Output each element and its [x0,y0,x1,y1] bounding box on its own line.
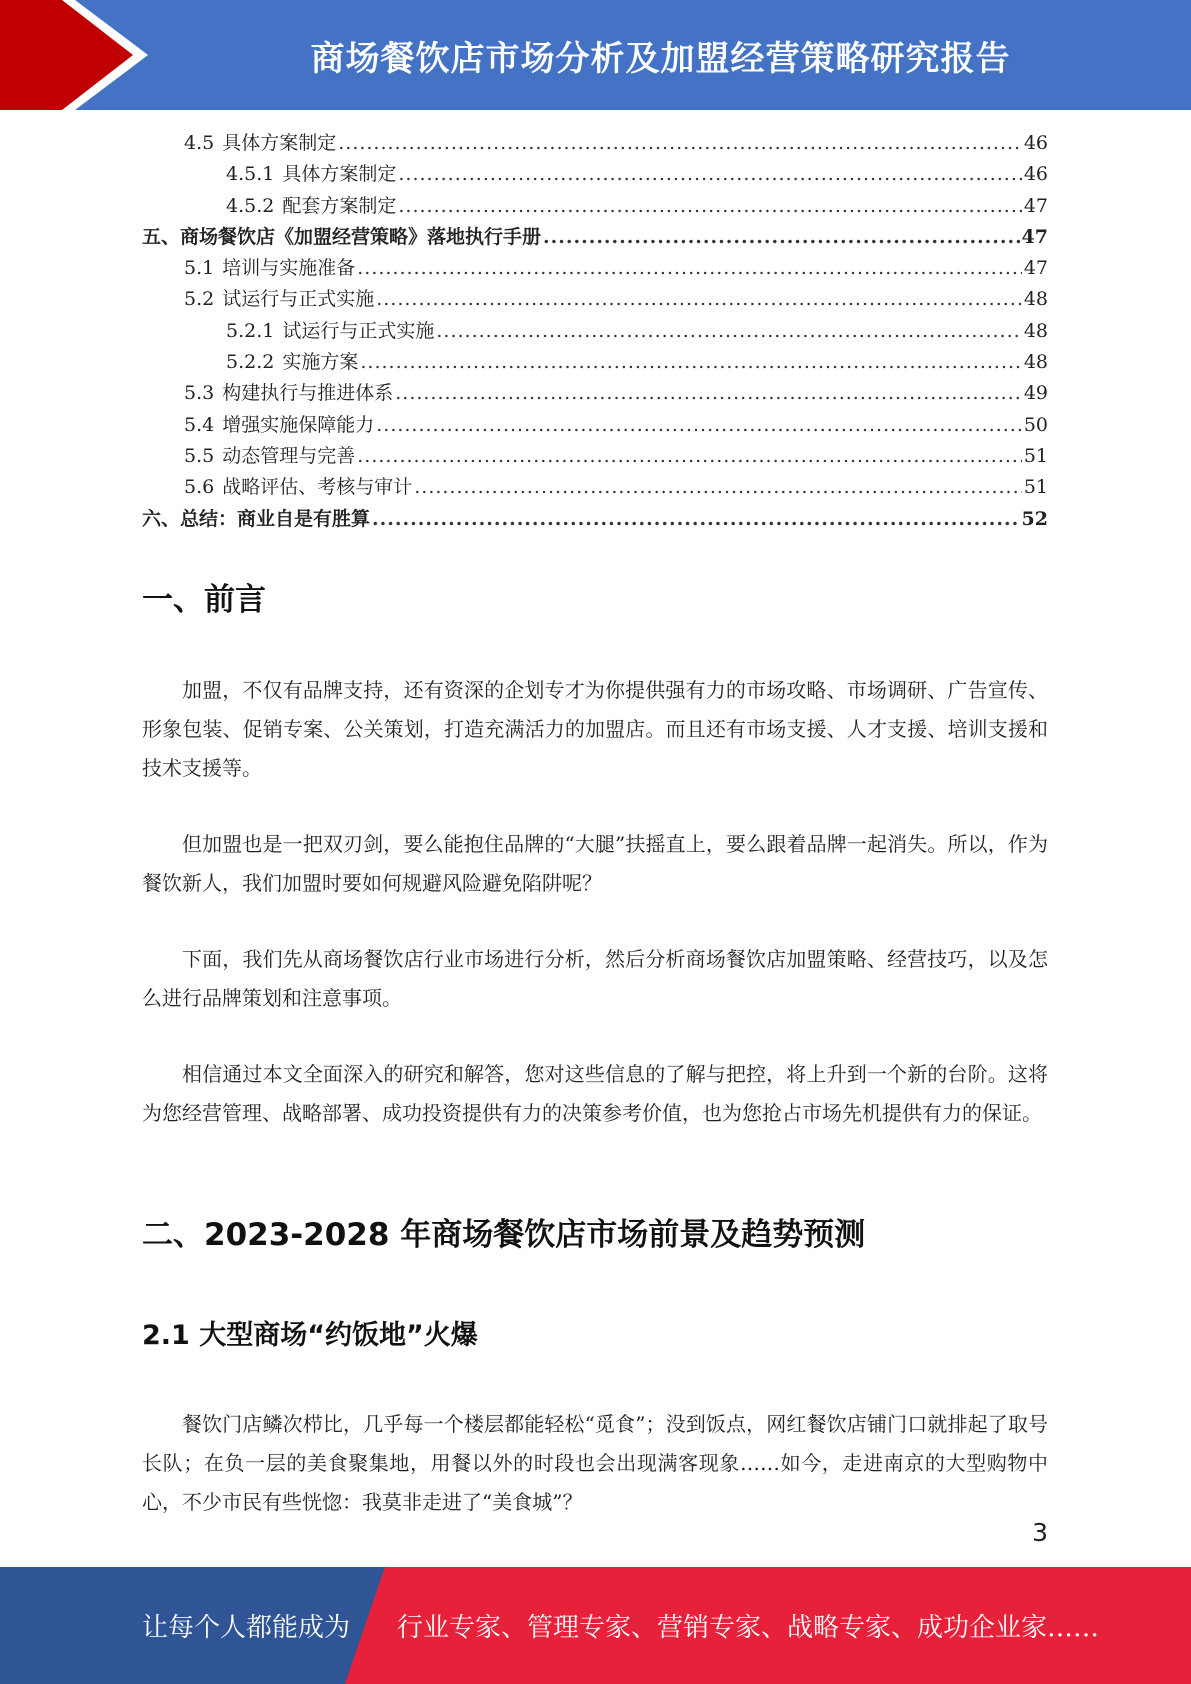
toc-entry-title: 构建执行与推进体系 [222,382,394,405]
toc-entry-title: 具体方案制定 [282,163,397,186]
toc-entry-number: 5.6 [184,476,215,499]
toc-entry[interactable] [142,128,1048,159]
toc-entry[interactable] [142,284,1048,315]
toc-entry-page: 49 [1023,382,1048,405]
toc-entry[interactable] [142,159,1048,190]
toc-entry[interactable] [142,316,1048,347]
toc-entry-number: 5.2 [184,288,215,311]
section-heading-forecast: 二、2023-2028 年商场餐饮店市场前景及趋势预测 [142,1217,866,1253]
toc-entry-page: 46 [1023,163,1048,186]
paragraph: 但加盟也是一把双刃剑，要么能抱住品牌的“大腿”扶摇直上，要么跟着品牌一起消失。所以，作为餐饮新人，我们加盟时要如何规避风险避免陷阱呢？ [142,832,1048,895]
toc-entry[interactable] [142,191,1048,222]
toc-entry-number: 5.4 [184,413,215,436]
toc-entry-title: 具体方案制定 [222,132,337,154]
toc-entry-title: 试运行与正式实施 [282,319,435,342]
toc-entry-page: 51 [1023,444,1048,467]
toc-entry[interactable] [142,410,1048,441]
toc-entry-page: 48 [1023,288,1048,311]
toc-entry[interactable] [142,441,1048,472]
report-title: 商场餐饮店市场分析及加盟经营策略研究报告 [310,38,1011,79]
toc-entry-title: 配套方案制定 [282,194,397,217]
toc-entry-title: 五、商场餐饮店《加盟经营策略》落地执行手册 [142,225,542,248]
toc-entry-title: 实施方案 [282,351,359,374]
toc-dot-leader [395,378,1022,409]
page-header [0,0,1191,110]
toc-entry-page: 46 [1023,132,1048,154]
page-footer [0,1567,1191,1684]
toc-entry-title: 战略评估、考核与审计 [222,476,413,499]
toc-dot-leader [360,347,1021,378]
toc-entry[interactable] [142,378,1048,409]
toc-entry-number: 4.5 [184,132,215,154]
toc-entry-title: 动态管理与完善 [222,444,356,467]
table-of-contents [142,128,1048,535]
toc-dot-leader [376,410,1022,441]
toc-dot-leader [357,253,1022,284]
toc-entry-number: 5.5 [184,444,215,467]
page-number: 3 [1032,1518,1048,1547]
paragraph: 下面，我们先从商场餐饮店行业市场进行分析，然后分析商场餐饮店加盟策略、经营技巧，以及怎么进行品牌策划和注意事项。 [142,947,1048,1010]
toc-entry-page: 52 [1021,507,1048,530]
toc-entry[interactable] [142,472,1048,503]
toc-dot-leader [376,284,1022,315]
toc-dot-leader [436,316,1021,347]
toc-dot-leader [338,128,1022,159]
toc-entry-number: 5.1 [184,257,215,280]
toc-dot-leader [414,472,1022,503]
toc-entry-title: 增强实施保障能力 [222,413,375,436]
toc-entry-number: 4.5.1 [226,163,275,186]
section-heading-preface: 一、前言 [142,582,266,618]
toc-entry-number: 5.2.2 [226,351,275,374]
footer-slogan-left: 让每个人都能成为 [142,1613,351,1643]
paragraph: 加盟，不仅有品牌支持，还有资深的企划专才为你提供强有力的市场攻略、市场调研、广告宣传、形象包装、促销专案、公关策划，打造充满活力的加盟店。而且还有市场支援、人才支援、培训支援和技术支援等。 [142,678,1048,780]
toc-entry-page: 47 [1021,225,1048,248]
toc-entry-title: 试运行与正式实施 [222,288,375,311]
toc-entry-number: 5.2.1 [226,319,275,342]
toc-entry-page: 51 [1023,476,1048,499]
toc-dot-leader [398,159,1021,190]
toc-entry-page: 50 [1023,413,1048,436]
toc-entry-title: 培训与实施准备 [222,257,356,280]
toc-entry[interactable] [142,347,1048,378]
toc-entry-title: 六、总结：商业自是有胜算 [142,507,371,530]
toc-entry-page: 48 [1023,351,1048,374]
toc-entry-page: 47 [1023,194,1048,217]
toc-entry-page: 48 [1023,319,1048,342]
toc-entry-page: 47 [1023,257,1048,280]
toc-entry-number: 4.5.2 [226,194,275,217]
toc-entry[interactable] [142,253,1048,284]
subsection-heading: 2.1 大型商场“约饭地”火爆 [142,1320,478,1351]
toc-dot-leader [543,222,1020,253]
paragraph: 餐饮门店鳞次栉比，几乎每一个楼层都能轻松“觅食”；没到饭点，网红餐饮店铺门口就排起了取号长队；在负一层的美食聚集地，用餐以外的时段也会出现满客现象……如今，走进南京的大型购物中心，不少市民有些恍惚：我莫非走进了“美食城”？ [142,1412,1048,1514]
toc-entry-number: 5.3 [184,382,215,405]
toc-dot-leader [398,191,1021,222]
footer-slogan-right: 行业专家、管理专家、营销专家、战略专家、成功企业家…… [397,1613,1100,1643]
toc-entry[interactable] [142,504,1048,535]
toc-dot-leader [357,441,1022,472]
toc-dot-leader [372,504,1020,535]
paragraph: 相信通过本文全面深入的研究和解答，您对这些信息的了解与把控，将上升到一个新的台阶。这将为您经营管理、战略部署、成功投资提供有力的决策参考价值，也为您抢占市场先机提供有力的保证。 [142,1062,1048,1125]
toc-entry[interactable] [142,222,1048,253]
